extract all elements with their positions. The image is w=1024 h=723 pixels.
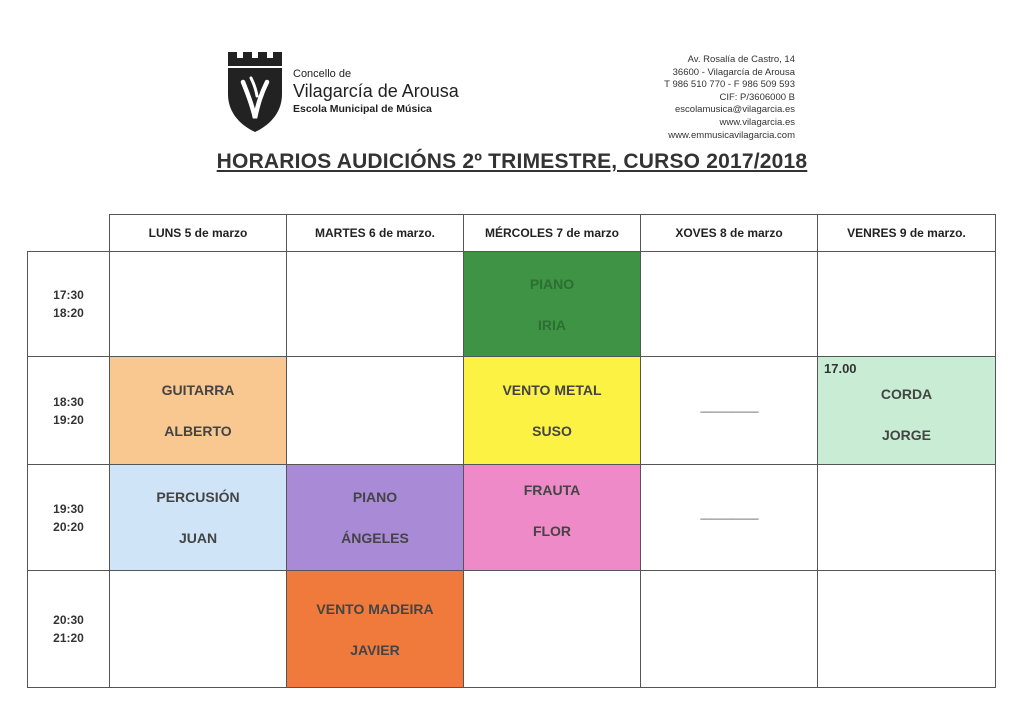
time-start: 18:30	[53, 394, 84, 409]
contact-address: Av. Rosalía de Castro, 14	[687, 54, 795, 65]
time-slot	[28, 252, 110, 357]
dash-placeholder: -------------------------	[699, 406, 759, 418]
slot-corda-jorge	[818, 357, 996, 465]
slot-instrument: FRAUTA	[523, 482, 581, 498]
slot-instrument: VENTO METAL	[502, 382, 602, 398]
slot-empty	[641, 252, 818, 357]
header-row	[28, 215, 996, 252]
slot-piano-iria	[464, 252, 641, 357]
org-line-1: Concello de	[293, 68, 352, 80]
time-end: 19:20	[53, 412, 84, 427]
slot-empty	[287, 357, 464, 465]
contact-web-1: www.vilagarcia.es	[719, 116, 795, 128]
slot-percusion-juan	[110, 465, 287, 571]
slot-empty	[464, 571, 641, 688]
time-end: 21:20	[53, 631, 84, 645]
slot-instrument: CORDA	[880, 386, 933, 402]
slot-teacher: JAVIER	[350, 641, 400, 658]
page-title: HORARIOS AUDICIÓNS 2º TRIMESTRE, CURSO 2017/2018	[216, 150, 808, 173]
slot-teacher: SUSO	[532, 423, 572, 439]
slot-empty	[287, 252, 464, 357]
schedule-table	[27, 214, 996, 688]
day-header-thursday: XOVES 8 de marzo	[641, 215, 818, 252]
organization-name	[293, 69, 459, 115]
corner-cell	[28, 215, 110, 252]
slot-empty	[818, 252, 996, 357]
slot-empty	[818, 465, 996, 571]
contact-phone: T 986 510 770 - F 986 509 593	[664, 79, 795, 91]
slot-empty	[818, 571, 996, 688]
slot-teacher: JORGE	[881, 427, 931, 443]
time-slot	[28, 357, 110, 465]
table-row	[28, 571, 996, 688]
contact-cif: CIF: P/3606000 B	[719, 91, 795, 103]
slot-vento-metal-suso	[464, 357, 641, 465]
day-header-tuesday: MARTES 6 de marzo.	[287, 215, 464, 252]
org-line-3: Escola Municipal de Música	[293, 103, 432, 115]
time-end: 18:20	[53, 306, 84, 320]
slot-empty	[110, 571, 287, 688]
slot-unassigned	[641, 465, 818, 571]
slot-teacher: FLOR	[532, 523, 572, 539]
table-row	[28, 465, 996, 571]
slot-start-time-note: 17.00	[824, 361, 857, 376]
day-header-friday: VENRES 9 de marzo.	[818, 215, 996, 252]
org-line-2: Vilagarcía de Arousa	[293, 81, 459, 101]
slot-piano-angeles	[287, 465, 464, 571]
castle-shield-icon	[226, 48, 284, 132]
slot-teacher: ÁNGELES	[341, 530, 409, 546]
time-slot	[28, 571, 110, 688]
time-start: 17:30	[53, 288, 84, 302]
slot-teacher: ALBERTO	[164, 423, 232, 439]
slot-vento-madeira-javier	[287, 571, 464, 688]
slot-empty	[110, 252, 287, 357]
slot-instrument: VENTO MADEIRA	[316, 600, 434, 617]
slot-unassigned	[641, 357, 818, 465]
slot-instrument: PERCUSIÓN	[156, 489, 240, 505]
contact-email: escolamusica@vilagarcia.es	[675, 104, 795, 116]
time-end: 20:20	[53, 519, 84, 534]
slot-instrument: PIANO	[352, 489, 398, 505]
table-row	[28, 252, 996, 357]
slot-teacher: IRIA	[538, 316, 566, 333]
contact-block	[664, 54, 795, 142]
slot-empty	[641, 571, 818, 688]
day-header-wednesday: MÉRCOLES 7 de marzo	[464, 215, 641, 252]
slot-teacher: JUAN	[178, 530, 218, 546]
contact-web-2: www.emmusicavilagarcia.com	[668, 129, 795, 141]
slot-instrument: PIANO	[529, 275, 575, 292]
time-start: 20:30	[53, 613, 84, 627]
table-row	[28, 357, 996, 465]
dash-placeholder: -------------------------	[699, 513, 759, 525]
contact-city: 36600 - Vilagarcía de Arousa	[672, 66, 795, 78]
slot-frauta-flor	[464, 465, 641, 571]
slot-guitarra-alberto	[110, 357, 287, 465]
time-start: 19:30	[53, 501, 84, 516]
time-slot	[28, 465, 110, 571]
slot-instrument: GUITARRA	[161, 382, 235, 398]
day-header-monday: LUNS 5 de marzo	[110, 215, 287, 252]
